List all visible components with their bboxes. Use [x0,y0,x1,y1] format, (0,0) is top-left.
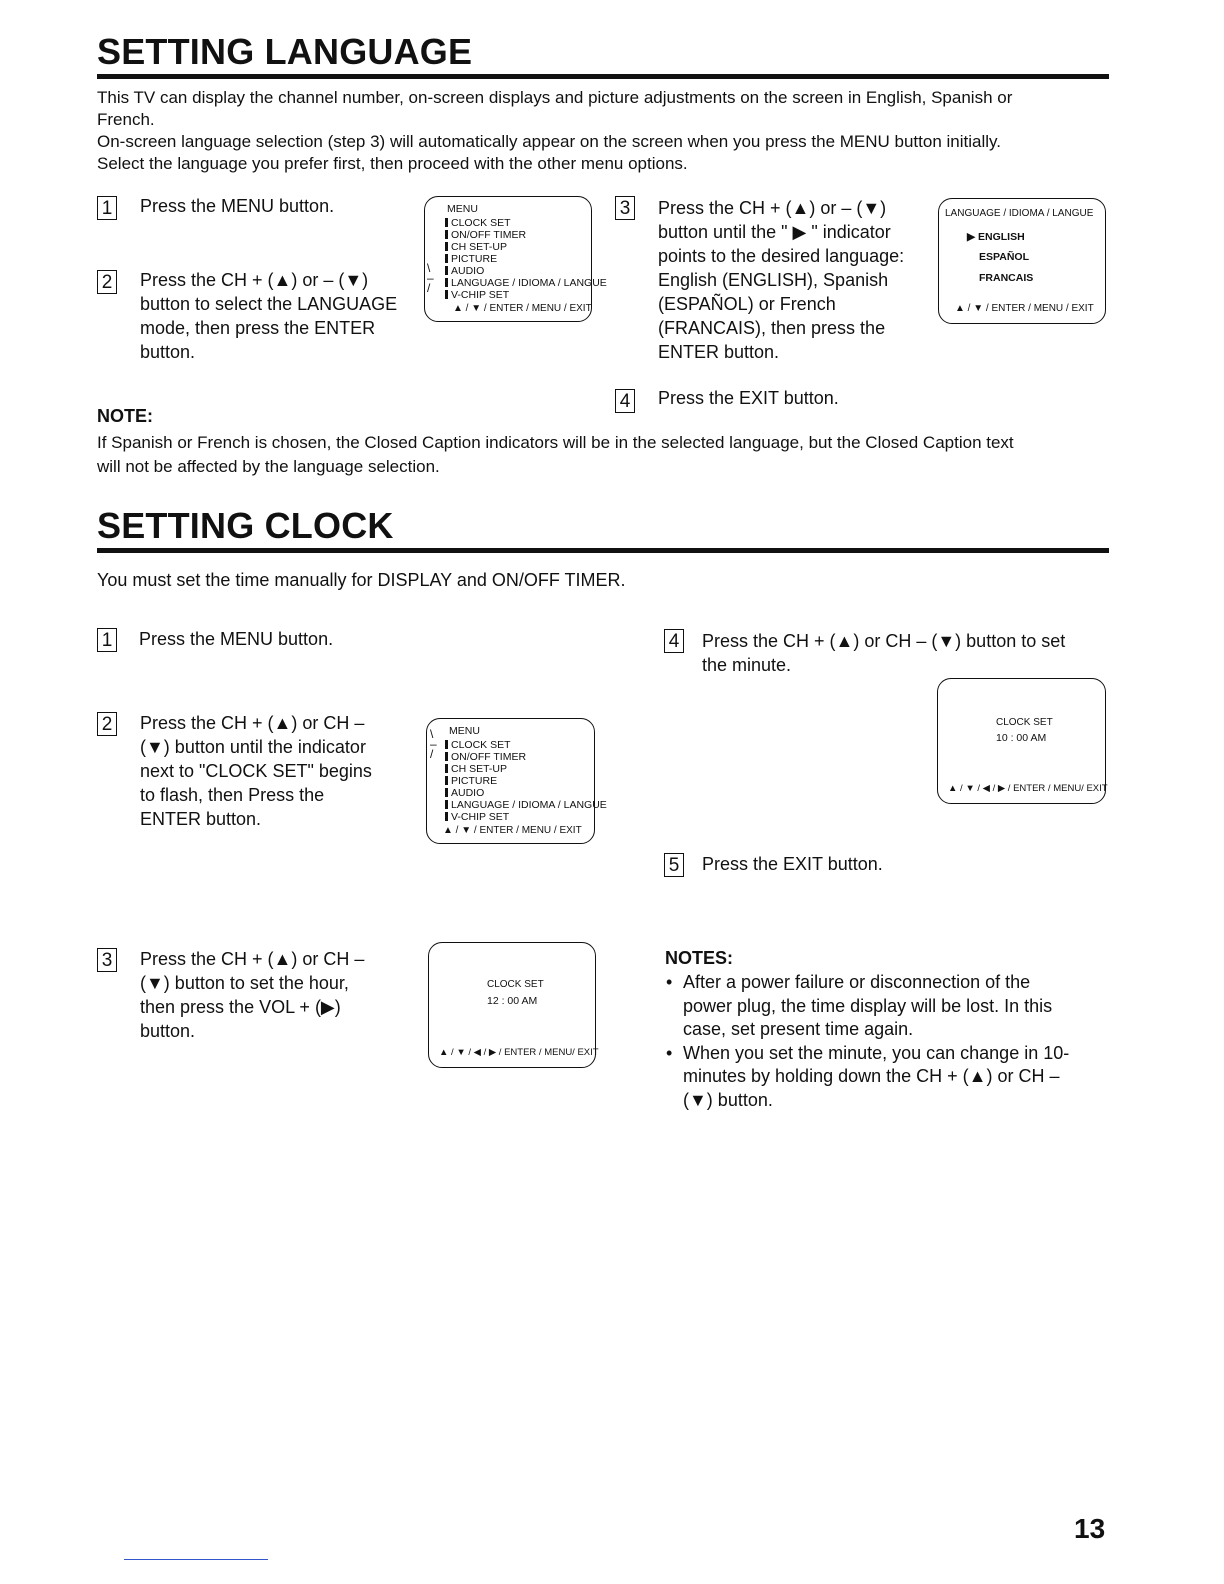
note-line: • When you set the minute, you can change in 10- [683,1042,1070,1063]
step-number: 2 [97,270,117,294]
page-number: 13 [1074,1513,1106,1544]
step-line: Press the MENU button. [140,196,335,216]
menu-item: AUDIO [445,787,607,799]
bar-icon [445,776,448,785]
step-number: 4 [664,629,684,653]
menu-item: AUDIO [445,265,607,277]
footer-link-underline [124,1559,268,1560]
step-line: Press the CH + (▲) or – (▼) [658,198,887,218]
note-line: minutes by holding down the CH + (▲) or CH – [683,1066,1060,1086]
clock-screen-title: CLOCK SET [996,717,1053,728]
step-line: Press the CH + (▲) or CH – (▼) button to set [702,631,1066,651]
bar-icon [445,812,448,821]
menu-item: ON/OFF TIMER [445,229,607,241]
lang-step-4-text [658,386,839,410]
language-option: ▶ ENGLISH [967,231,1025,243]
tv-language-screen [938,198,1106,324]
language-note [97,431,1117,479]
note-line: power plug, the time display will be lost. In this [683,995,1053,1016]
tv-clock-minute-screen [937,678,1106,804]
step-line: to flash, then Press the [140,785,325,805]
step-line: Press the EXIT button. [702,854,883,874]
menu-item: CLOCK SET [445,739,607,751]
note-item [661,1042,1121,1113]
menu-item: PICTURE [445,253,607,265]
menu-item: CH SET-UP [445,763,607,775]
step-line: ENTER button. [140,809,262,829]
step-line: points to the desired language: [658,246,905,266]
menu-list [445,217,607,301]
tv-clock-menu-screen [426,718,607,844]
bar-icon [445,800,448,809]
clock-intro: You must set the time manually for DISPLAY and ON/OFF TIMER. [97,570,626,590]
note-line: case, set present time again. [683,1019,914,1039]
menu-title: MENU [449,725,480,737]
menu-item: ON/OFF TIMER [445,751,607,763]
clock-step-3-text [140,947,364,1043]
menu-item: LANGUAGE / IDIOMA / LANGUE [445,799,607,811]
step-number: 4 [615,389,635,413]
intro-line: This TV can display the channel number, on-screen displays and picture adjustments on the screen in English, Spanish or [97,88,1013,107]
bar-icon [445,788,448,797]
note-item [661,971,1121,1042]
intro-line: On-screen language selection (step 3) will automatically appear on the screen when you press the MENU button initially. [97,132,1001,151]
bar-icon [445,278,448,287]
tv-clock-hour-screen [428,942,599,1068]
step-line: Press the CH + (▲) or CH – [140,713,365,733]
step-line: Press the EXIT button. [658,388,839,408]
language-screen-title: LANGUAGE / IDIOMA / LANGUE [945,208,1094,219]
step-line: Press the CH + (▲) or CH – [140,949,365,969]
clock-step-4-text [702,629,1065,677]
menu-footer: ▲ / ▼ / ENTER / MENU / EXIT [453,303,592,314]
step-line: button until the " ▶ " indicator [658,222,891,242]
clock-screen-footer: ▲ / ▼ / ◀ / ▶ / ENTER / MENU/ EXIT [948,783,1108,794]
menu-item: CLOCK SET [445,217,607,229]
step-number: 3 [97,948,117,972]
step-line: then press the VOL + (▶) [140,997,341,1017]
language-title-rule [97,74,1109,79]
bar-icon [445,290,448,299]
step-number: 2 [97,712,117,736]
language-section-title: SETTING LANGUAGE [97,31,473,72]
intro-line: Select the language you prefer first, then proceed with the other menu options. [97,154,688,173]
step-line: (▼) button to set the hour, [140,973,349,993]
step-line: (FRANCAIS), then press the [658,318,886,338]
clock-time-readout: 10 : 00 AM [996,732,1047,744]
language-option: ESPAÑOL [979,251,1029,263]
note-line: • After a power failure or disconnection of the [683,972,1031,992]
step-line: button. [140,1021,196,1041]
flash-indicator-icon: \ – / [430,727,437,761]
menu-item: V-CHIP SET [445,289,607,301]
clock-notes-list [661,971,1121,1112]
step-line: Press the CH + (▲) or – (▼) [140,270,369,290]
step-line: (▼) button until the indicator [140,737,366,757]
step-line: mode, then press the ENTER [140,318,376,338]
menu-item: V-CHIP SET [445,811,607,823]
language-screen-footer: ▲ / ▼ / ENTER / MENU / EXIT [955,303,1094,314]
step-line: English (ENGLISH), Spanish [658,270,889,290]
lang-step-3-text [658,196,904,364]
clock-step-2-text [140,711,372,831]
bar-icon [445,242,448,251]
lang-step-1-text [140,194,334,218]
flash-indicator-icon: \ – / [427,261,434,295]
note-heading: NOTE: [97,406,153,426]
clock-time-readout: 12 : 00 AM [487,995,538,1007]
note-line: will not be affected by the language selection. [97,457,440,476]
clock-screen-footer: ▲ / ▼ / ◀ / ▶ / ENTER / MENU/ EXIT [439,1047,599,1058]
step-number: 3 [615,196,635,220]
note-line: (▼) button. [683,1089,773,1110]
step-line: Press the MENU button. [139,629,334,649]
menu-item: PICTURE [445,775,607,787]
step-number: 1 [97,196,117,220]
step-line: button. [140,342,196,362]
lang-step-2-text [140,268,397,364]
clock-step-5-text [702,852,883,876]
menu-title: MENU [447,203,478,215]
bar-icon [445,740,448,749]
clock-screen-title: CLOCK SET [487,979,544,990]
step-line: ENTER button. [658,342,780,362]
language-intro [97,87,1117,175]
menu-list [445,739,607,823]
bar-icon [445,230,448,239]
language-option: FRANCAIS [979,272,1034,284]
note-line: If Spanish or French is chosen, the Closed Caption indicators will be in the selected language, but the Closed Caption text [97,433,1014,452]
tv-menu-screen [424,196,607,322]
clock-section-title: SETTING CLOCK [97,505,394,546]
clock-step-1-text [139,627,333,651]
bar-icon [445,752,448,761]
step-line: next to "CLOCK SET" begins [140,761,372,781]
bar-icon [445,218,448,227]
intro-line: French. [97,110,155,129]
menu-item: CH SET-UP [445,241,607,253]
step-line: button to select the LANGUAGE [140,294,398,314]
step-number: 1 [97,628,117,652]
menu-footer: ▲ / ▼ / ENTER / MENU / EXIT [443,825,582,836]
clock-title-rule [97,548,1109,553]
notes-heading: NOTES: [665,948,734,968]
step-number: 5 [664,853,684,877]
menu-item: LANGUAGE / IDIOMA / LANGUE [445,277,607,289]
step-line: (ESPAÑOL) or French [658,294,836,314]
step-line: the minute. [702,655,792,675]
bar-icon [445,266,448,275]
bar-icon [445,764,448,773]
bar-icon [445,254,448,263]
